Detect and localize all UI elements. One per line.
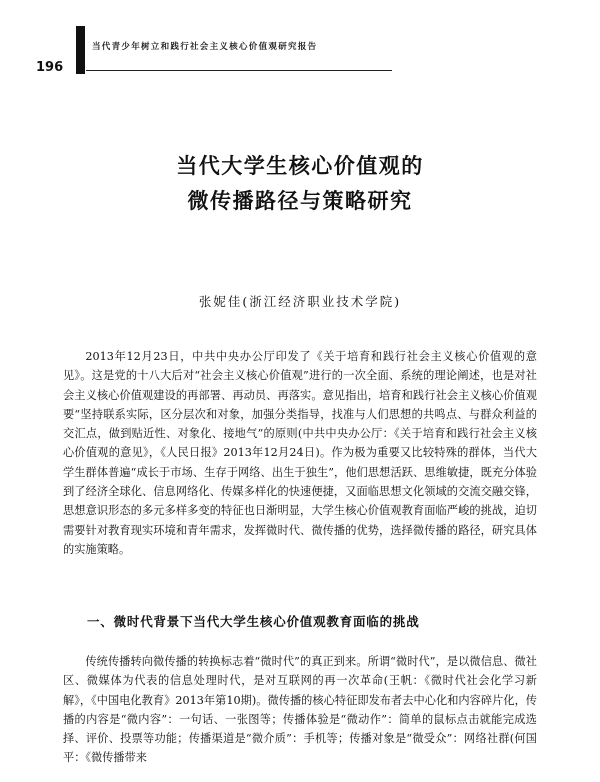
section-heading-1: 一、微时代背景下当代大学生核心价值观教育面临的挑战 [87,614,420,629]
header-rule [86,70,392,71]
article-title-line-2: 微传播路径与策略研究 [187,189,413,213]
running-header-title: 当代青少年树立和践行社会主义核心价值观研究报告 [92,42,318,52]
body-paragraph-2: 传统传播转向微传播的转换标志着“微时代”的真正到来。所谓“微时代”，是以微信息、微社区、微媒体为代表的信息处理时代，是对互联网的再一次革命(王帆：《微时代社会化学习新解》，《中国电化教育》2013年第10期)。微传播的核心特征即发布者去中心化和内容碎片化，传播的内容是“微内容”：一句话、一张图等；传播体验是“微动作”：简单的鼠标点击就能完成选择、评价、投票等功能；传播渠道是“微介质”：手机等；传播对象是“微受众”：网络社群(何国平：《微传播带来 [63,655,537,765]
body-paragraph-1: 2013年12月23日，中共中央办公厅印发了《关于培育和践行社会主义核心价值观的意见》。这是党的十八大后对“社会主义核心价值观”进行的一次全面、系统的理论阐述，也是对社会主义核心价值观建设的再部署、再动员、再落实。意见指出，培育和践行社会主义核心价值观要“坚持联系实际，区分层次和对象，加强分类指导，找准与人们思想的共鸣点、与群众利益的交汇点，做到贴近性、对象化、接地气”的原则(中共中央办公厅：《关于培育和践行社会主义核心价值观的意见》，《人民日报》2013年12月24日)。作为极为重要又比较特殊的群体，当代大学生群体普遍“成长于市场、生存于网络、出生于独生”，他们思想活跃、思维敏捷，既充分体验到了经济全球化、信息网络化、传媒多样化的快速便捷，又面临思想文化领域的交流交融交锋，思想意识形态的多元多样多变的特征也日渐明显，大学生核心价值观教育面临严峻的挑战，迫切需要针对教育现实环境和青年需求，发挥微时代、微传播的优势，选择微传播的路径，研究具体的实施策略。 [63,350,537,556]
page-number: 196 [36,60,64,75]
author-affiliation: 张妮佳(浙江经济职业技术学院) [198,294,402,309]
header-accent-bar [76,26,85,74]
article-title-line-1: 当代大学生核心价值观的 [176,154,424,178]
